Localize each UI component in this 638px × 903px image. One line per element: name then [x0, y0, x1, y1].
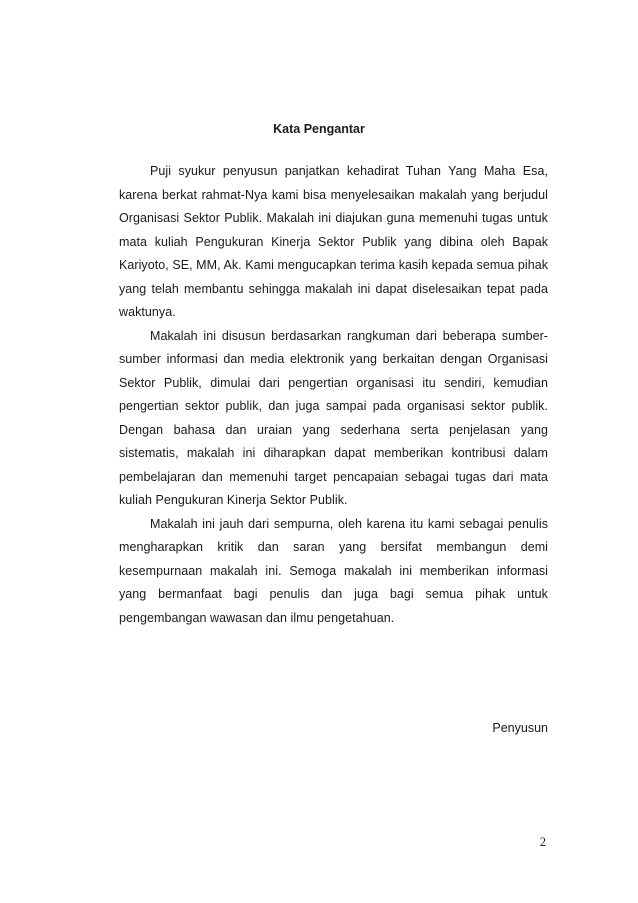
signature: Penyusun [492, 721, 548, 735]
paragraph-2: Makalah ini disusun berdasarkan rangkuman dari beberapa sumber-sumber informasi dan media elektronik yang berkaitan dengan Organisasi Sektor Publik, dimulai dari pengertian organisasi itu sendiri, kemudian pengertian sektor publik, dan juga sampai pada organisasi sektor publik. Dengan bahasa dan uraian yang sederhana serta penjelasan yang sistematis, makalah ini diharapkan dapat memberikan kontribusi dalam pembelajaran dan memenuhi target pencapaian sebagai tugas dari mata kuliah Pengukuran Kinerja Sektor Publik. [119, 328, 548, 507]
paragraph-3: Makalah ini jauh dari sempurna, oleh karena itu kami sebagai penulis mengharapkan kritik dan saran yang bersifat membangun demi kesempurnaan makalah ini. Semoga makalah ini memberikan informasi yang bermanfaat bagi penulis dan juga bagi semua pihak untuk pengembangan wawasan dan ilmu pengetahuan. [119, 516, 548, 625]
document-body [119, 160, 548, 630]
page-number: 2 [539, 835, 546, 849]
page-title: Kata Pengantar [273, 122, 365, 136]
paragraph-1: Puji syukur penyusun panjatkan kehadirat Tuhan Yang Maha Esa, karena berkat rahmat-Nya kami bisa menyelesaikan makalah yang berjudul Organisasi Sektor Publik. Makalah ini diajukan guna memenuhi tugas untuk mata kuliah Pengukuran Kinerja Sektor Publik yang dibina oleh Bapak Kariyoto, SE, MM, Ak. Kami mengucapkan terima kasih kepada semua pihak yang telah membantu sehingga makalah ini dapat diselesaikan tepat pada waktunya. [119, 164, 548, 319]
